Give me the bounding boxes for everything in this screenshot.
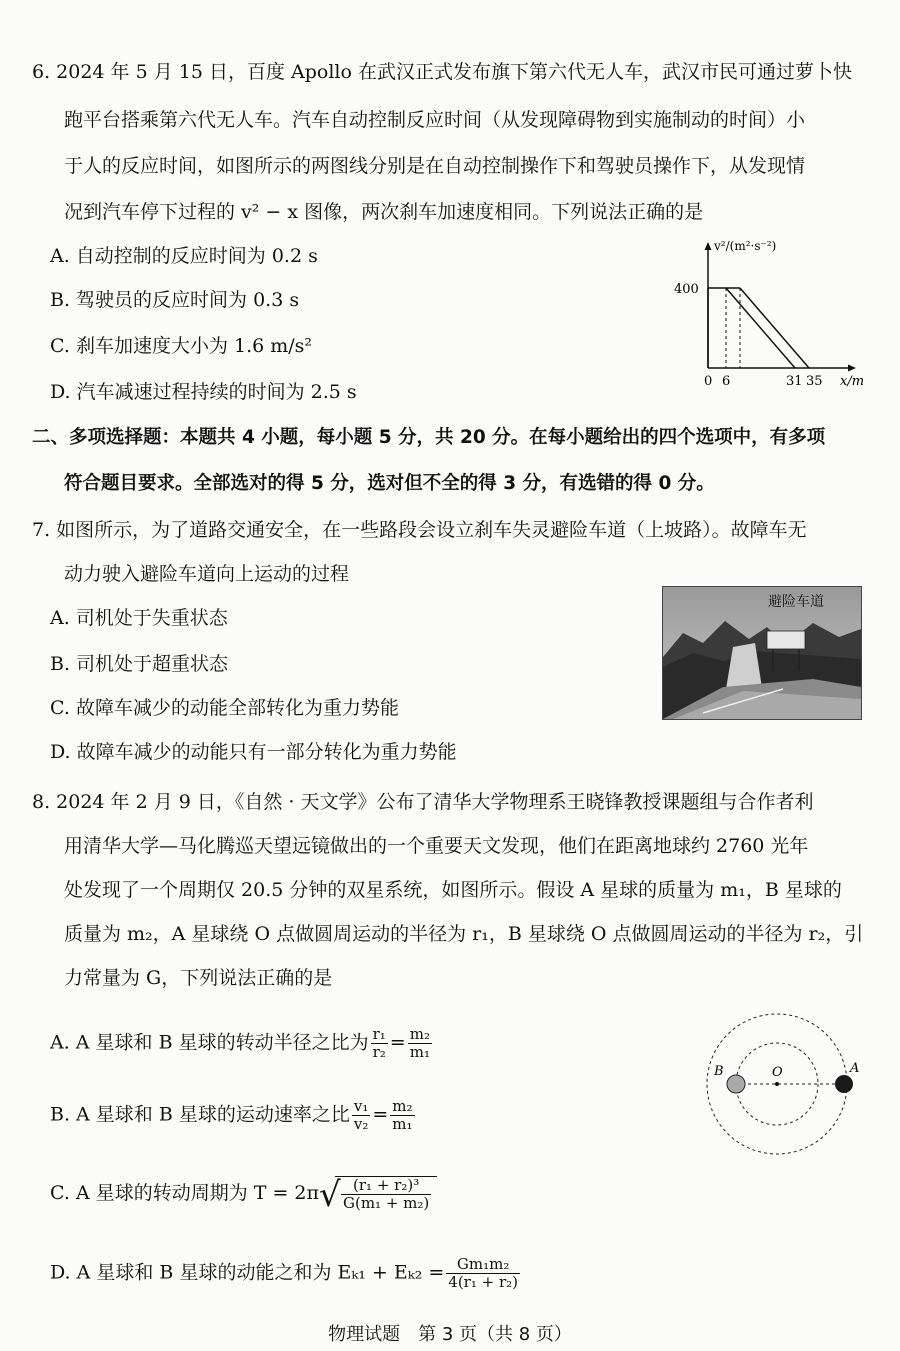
graph-y-label: v²/(m²·s⁻²) bbox=[714, 239, 777, 253]
frac-den: m₁ bbox=[409, 1043, 430, 1061]
graph-x-tick-6: 6 bbox=[722, 374, 731, 389]
q8-option-c bbox=[50, 1176, 437, 1212]
frac-den: 4(r₁ + r₂) bbox=[448, 1273, 519, 1291]
section-2-title-cont: 符合题目要求。全部选对的得 5 分，选对但不全的得 3 分，有选错的得 0 分。 bbox=[64, 473, 715, 494]
q8-option-a bbox=[50, 1026, 434, 1061]
q7-option-b: B. 司机处于超重状态 bbox=[50, 653, 229, 675]
frac-num: m₂ bbox=[392, 1097, 413, 1115]
graph-x-tick-31: 31 bbox=[786, 374, 803, 389]
q7-stem-line-1: 7. 如图所示，为了道路交通安全，在一些路段会设立刹车失灵避险车道（上坡路）。故障车无 bbox=[32, 519, 807, 541]
q6-stem-line-2: 跑平台搭乘第六代无人车。汽车自动控制反应时间（从发现障碍物到实施制动的时间）小 bbox=[64, 109, 806, 131]
q7-option-a: A. 司机处于失重状态 bbox=[50, 607, 228, 629]
fraction-v1-v2 bbox=[352, 1098, 371, 1133]
fraction-m2-m1 bbox=[408, 1026, 432, 1061]
q8-stem-line-1: 8. 2024 年 2 月 9 日，《自然 · 天文学》公布了清华大学物理系王晓锋教授课题组与合作者利 bbox=[32, 791, 814, 813]
frac-den: r₂ bbox=[372, 1043, 386, 1061]
q6-v2-x-graph bbox=[670, 236, 885, 396]
kinetic-energy-fraction bbox=[446, 1256, 520, 1291]
frac-num: Gm₁m₂ bbox=[446, 1256, 520, 1274]
equals-sign: = bbox=[389, 1031, 406, 1054]
page-footer: 物理试题 第 3 页（共 8 页） bbox=[328, 1324, 572, 1345]
q7-option-c: C. 故障车减少的动能全部转化为重力势能 bbox=[50, 697, 399, 719]
q6-option-b: B. 驾驶员的反应时间为 0.3 s bbox=[50, 289, 300, 311]
q8-option-b-text: B. A 星球和 B 星球的运动速率之比 bbox=[50, 1103, 350, 1126]
q6-option-c: C. 刹车加速度大小为 1.6 m/s² bbox=[50, 335, 313, 357]
escape-lane-caption: 避险车道 bbox=[768, 594, 824, 610]
frac-den: m₁ bbox=[392, 1115, 413, 1133]
frac-den: G(m₁ + m₂) bbox=[343, 1194, 430, 1212]
q8-option-b bbox=[50, 1098, 417, 1133]
q7-stem-line-2: 动力驶入避险车道向上运动的过程 bbox=[64, 563, 350, 585]
equals-sign: = bbox=[372, 1103, 389, 1126]
q8-option-c-text: C. A 星球的转动周期为 T = 2π bbox=[50, 1182, 319, 1204]
star-a bbox=[835, 1075, 853, 1093]
frac-num: r₁ bbox=[372, 1025, 386, 1043]
graph-x-label: x/m bbox=[840, 374, 865, 389]
q6-option-d: D. 汽车减速过程持续的时间为 2.5 s bbox=[50, 381, 357, 403]
escape-lane-photo bbox=[662, 586, 862, 720]
label-o: O bbox=[772, 1065, 783, 1080]
graph-x-tick-0: 0 bbox=[704, 374, 713, 389]
q8-option-d bbox=[50, 1256, 522, 1291]
frac-num: √ (r₁ + r₂)³ bbox=[341, 1177, 431, 1195]
fraction-r1-r2 bbox=[371, 1026, 388, 1061]
q8-stem-line-2: 用清华大学—马化腾巡天望远镜做出的一个重要天文发现，他们在距离地球约 2760 光年 bbox=[64, 835, 809, 857]
q8-stem-line-3: 处发现了一个周期仅 20.5 分钟的双星系统，如图所示。假设 A 星球的质量为 m₁，B 星球的 bbox=[64, 879, 842, 901]
binary-star-diagram bbox=[700, 1008, 870, 1170]
frac-num: v₁ bbox=[353, 1097, 369, 1115]
center-point-o bbox=[775, 1082, 779, 1086]
q6-stem-line-4: 况到汽车停下过程的 v² − x 图像，两次刹车加速度相同。下列说法正确的是 bbox=[64, 201, 704, 223]
q8-stem-line-5: 力常量为 G，下列说法正确的是 bbox=[64, 967, 333, 989]
period-fraction bbox=[341, 1177, 431, 1212]
graph-x-tick-35: 35 bbox=[806, 374, 823, 389]
q8-option-a-text: A. A 星球和 B 星球的转动半径之比为 bbox=[50, 1031, 369, 1054]
frac-den: v₂ bbox=[353, 1115, 369, 1133]
section-2-title: 二、多项选择题：本题共 4 小题，每小题 5 分，共 20 分。在每小题给出的四个选项中，有多项 bbox=[32, 427, 826, 448]
sqrt-expression bbox=[319, 1176, 437, 1212]
q6-stem-line-1: 6. 2024 年 5 月 15 日，百度 Apollo 在武汉正式发布旗下第六代无人车，武汉市民可通过萝卜快 bbox=[32, 61, 852, 83]
q6-stem-line-3: 于人的反应时间，如图所示的两图线分别是在自动控制操作下和驾驶员操作下，从发现情 bbox=[64, 155, 806, 177]
frac-num: m₂ bbox=[409, 1025, 430, 1043]
q6-option-a: A. 自动控制的反应时间为 0.2 s bbox=[50, 245, 318, 267]
label-a: A bbox=[850, 1061, 860, 1076]
q7-option-d: D. 故障车减少的动能只有一部分转化为重力势能 bbox=[50, 741, 457, 763]
graph-y-tick-400: 400 bbox=[674, 282, 699, 297]
star-b bbox=[727, 1075, 745, 1093]
q8-option-d-text: D. A 星球和 B 星球的动能之和为 Eₖ₁ + Eₖ₂ = bbox=[50, 1261, 445, 1284]
q8-stem-line-4: 质量为 m₂，A 星球绕 O 点做圆周运动的半径为 r₁，B 星球绕 O 点做圆周运动的半径为 r₂，引 bbox=[64, 923, 864, 945]
label-b: B bbox=[714, 1064, 724, 1079]
fraction-m2-m1 bbox=[390, 1098, 414, 1133]
